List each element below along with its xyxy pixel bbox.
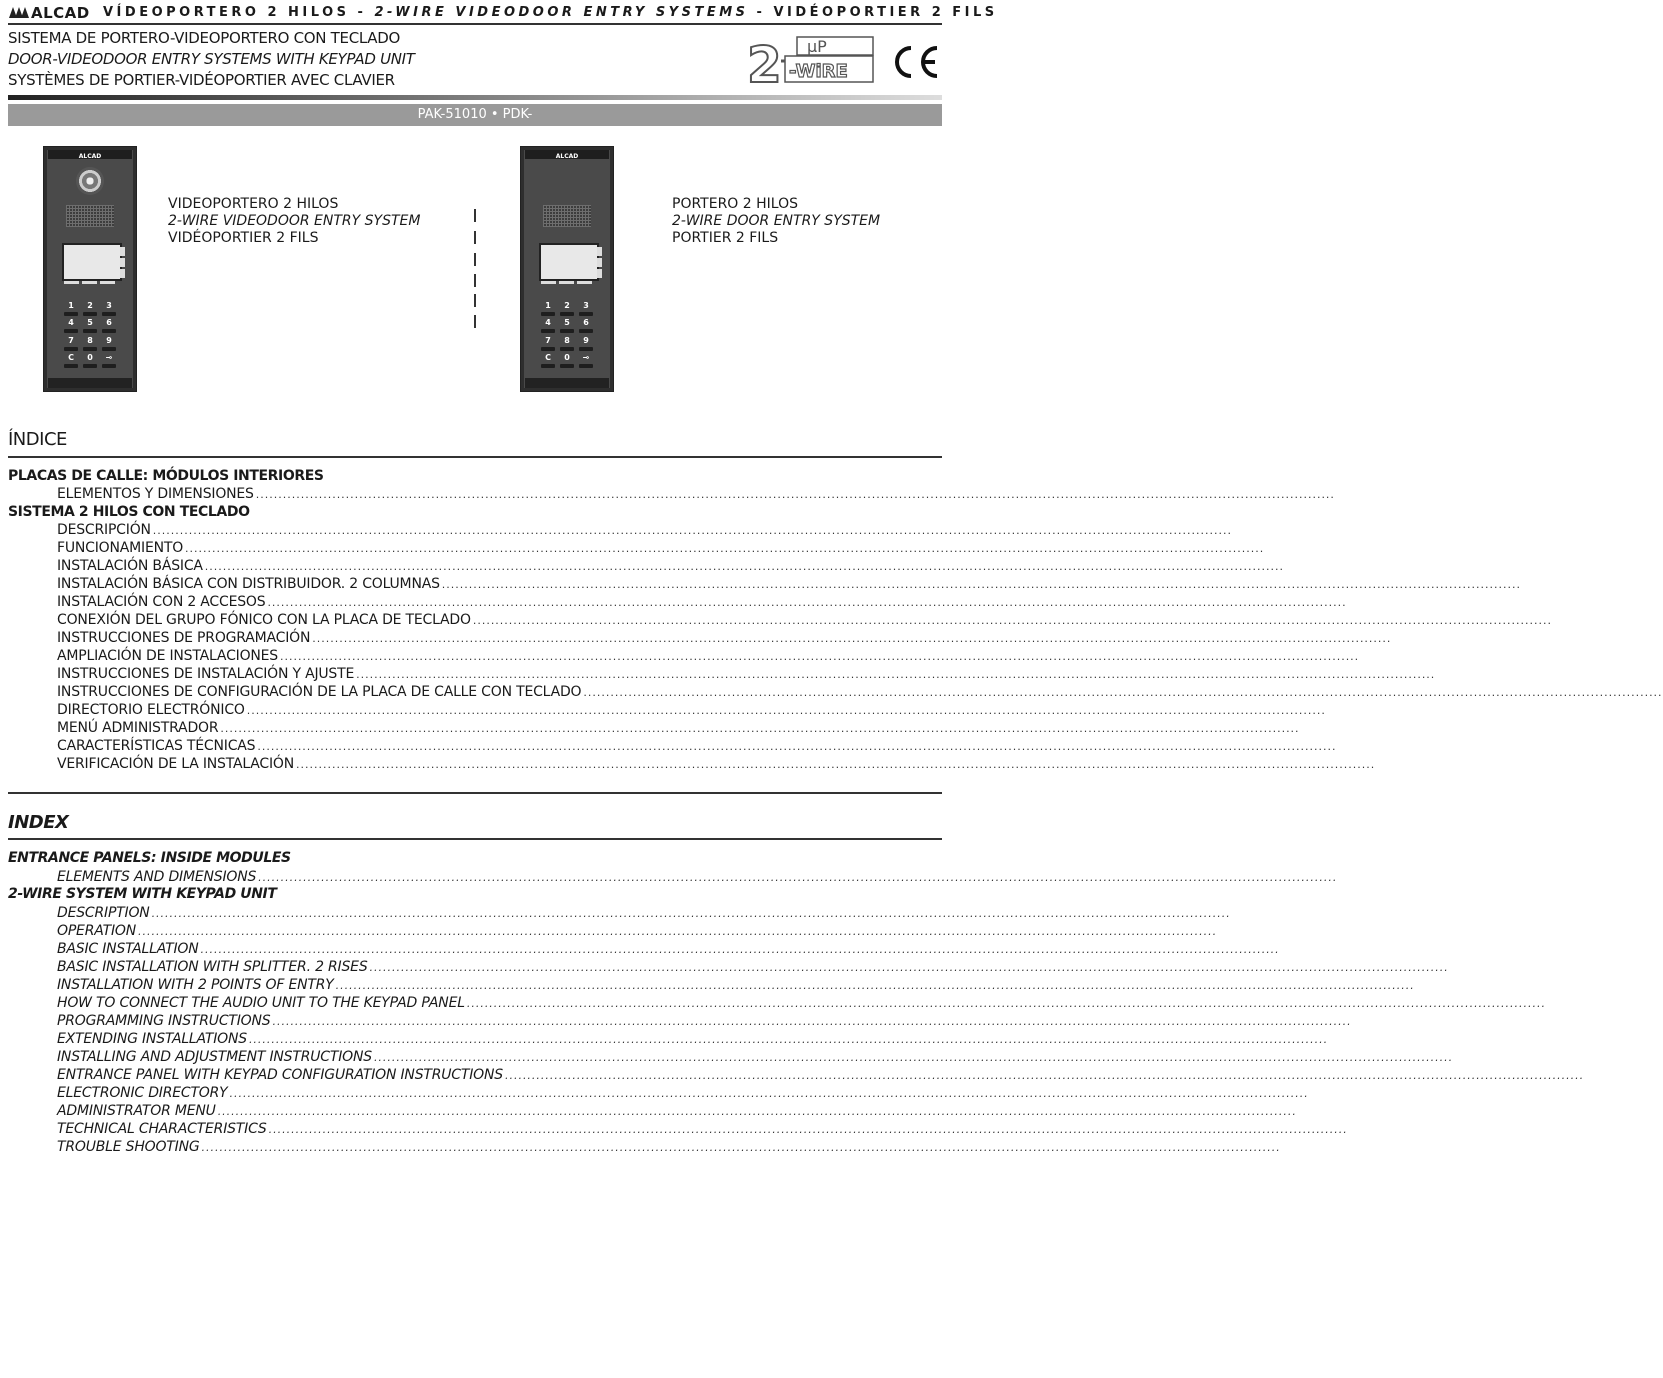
toc-dot-leader (505, 1067, 1584, 1085)
toc-entry-label: OPERATION (57, 923, 136, 939)
toc-dot-leader (280, 648, 1359, 666)
toc-entry[interactable] (57, 868, 933, 886)
toc-entry[interactable] (57, 683, 924, 701)
toc-entry[interactable] (57, 922, 933, 940)
divider-dash (474, 253, 476, 266)
keypad-key: 6 (577, 318, 595, 333)
toc-dot-leader (152, 905, 1231, 923)
panel-soft-key (64, 281, 79, 284)
speaker-grille-icon (543, 205, 591, 227)
toc-entry[interactable] (57, 647, 924, 665)
videodoor-panel-image (43, 146, 137, 392)
panel-soft-key (82, 281, 97, 284)
keypad-key: ⊸ (100, 353, 118, 368)
videodoor-panel-caption (168, 196, 420, 247)
two-wire-logo-icon (745, 34, 877, 94)
panel-side-button (597, 269, 602, 278)
toc-dot-leader (138, 923, 1217, 941)
title-fr: VIDÉOPORTIER 2 FILS (773, 5, 998, 20)
toc-entry-label: INSTALLATION WITH 2 POINTS OF ENTRY (57, 977, 334, 993)
toc-entry-label: DESCRIPTION (57, 905, 150, 921)
toc-dot-leader (467, 995, 1546, 1013)
toc-entry-label: TROUBLE SHOOTING (57, 1139, 200, 1155)
toc-entry[interactable] (57, 1084, 924, 1102)
keypad-key: 4 (539, 318, 557, 333)
toc-entry-label: INSTRUCCIONES DE INSTALACIÓN Y AJUSTE (57, 666, 355, 682)
keypad-key: 8 (558, 336, 576, 351)
toc-entry-label: BASIC INSTALLATION (57, 941, 199, 957)
caption-en: 2-WIRE VIDEODOOR ENTRY SYSTEM (168, 213, 421, 229)
door-panel-caption (672, 196, 880, 247)
toc-entry-label: BASIC INSTALLATION WITH SPLITTER. 2 RISES (57, 959, 368, 975)
toc-entry[interactable] (57, 611, 924, 629)
divider-dash (474, 294, 476, 307)
keypad-key: C (62, 353, 80, 368)
header-rule (8, 23, 942, 25)
keypad-key: 0 (558, 353, 576, 368)
toc-entry-label: ENTRANCE PANEL WITH KEYPAD CONFIGURATION INSTRUCTIONS (57, 1067, 503, 1083)
toc-entry[interactable] (57, 1120, 924, 1138)
panel-bottom-strip (48, 378, 132, 388)
toc-entry-label: ELECTRONIC DIRECTORY (57, 1085, 228, 1101)
toc-entry-label: INSTRUCCIONES DE PROGRAMACIÓN (57, 630, 311, 646)
index-title-en: INDEX (8, 812, 69, 833)
toc-entry[interactable] (57, 575, 933, 593)
toc-dot-leader (201, 941, 1280, 959)
keypad-key: ⊸ (577, 353, 595, 368)
keypad-key: 9 (577, 336, 595, 351)
toc-dot-leader (473, 612, 1552, 630)
toc-entry[interactable] (57, 629, 924, 647)
keypad-key: C (539, 353, 557, 368)
keypad-key: 3 (577, 301, 595, 316)
toc-entry[interactable] (57, 904, 933, 922)
toc-entry[interactable] (57, 1048, 924, 1066)
toc-entry-label: MENÚ ADMINISTRADOR (57, 720, 219, 736)
toc-entry[interactable] (57, 1138, 924, 1156)
keypad-key: 4 (62, 318, 80, 333)
toc-group-heading: ENTRANCE PANELS: INSIDE MODULES (8, 850, 291, 866)
toc-entry-label: INSTALACIÓN CON 2 ACCESOS (57, 594, 266, 610)
panel-side-button (597, 247, 602, 256)
model-bar: PAK-51010 • PDK- (8, 104, 942, 126)
keypad-key: 9 (100, 336, 118, 351)
toc-dot-leader (356, 666, 1435, 684)
toc-entry[interactable] (57, 485, 933, 503)
subtitle-es: SISTEMA DE PORTERO-VIDEOPORTERO CON TECLADO (8, 29, 401, 47)
svg-text:-WiRE: -WiRE (789, 61, 848, 82)
divider-dash (474, 315, 476, 328)
toc-entry-label: DESCRIPCIÓN (57, 522, 151, 538)
caption-es: VIDEOPORTERO 2 HILOS (168, 196, 339, 212)
toc-dot-leader (185, 540, 1264, 558)
divider-dash (474, 274, 476, 287)
toc-dot-leader (336, 977, 1415, 995)
toc-dot-leader (370, 959, 1449, 977)
toc-dot-leader (247, 702, 1326, 720)
toc-group-heading: 2-WIRE SYSTEM WITH KEYPAD UNIT (8, 886, 277, 902)
panel-side-button (597, 258, 602, 267)
camera-icon (76, 167, 104, 195)
toc-dot-leader (267, 594, 1346, 612)
panel-brand-label: ALCAD (78, 153, 102, 160)
toc-entry-label: HOW TO CONNECT THE AUDIO UNIT TO THE KEYPAD PANEL (57, 995, 465, 1011)
toc-entry-label: ELEMENTS AND DIMENSIONS (57, 869, 257, 885)
panel-soft-key (559, 281, 574, 284)
toc-entry-label: INSTALACIÓN BÁSICA CON DISTRIBUIDOR. 2 COLUMNAS (57, 576, 440, 592)
keypad-key: 7 (539, 336, 557, 351)
panel-display (539, 243, 599, 281)
toc-dot-leader (374, 1049, 1453, 1067)
toc-dot-leader (218, 1103, 1297, 1121)
toc-group-heading: PLACAS DE CALLE: MÓDULOS INTERIORES (8, 468, 324, 484)
toc-entry-label: ELEMENTOS Y DIMENSIONES (57, 486, 254, 502)
keypad-key: 2 (81, 301, 99, 316)
toc-entry[interactable] (57, 737, 924, 755)
toc-entry[interactable] (57, 593, 924, 611)
toc-entry[interactable] (57, 665, 924, 683)
keypad-key: 6 (100, 318, 118, 333)
keypad-key: 0 (81, 353, 99, 368)
brand-name: ALCAD (31, 4, 90, 22)
subtitle-fr: SYSTÈMES DE PORTIER-VIDÉOPORTIER AVEC CLAVIER (8, 71, 395, 89)
toc-dot-leader (257, 738, 1336, 756)
title-en: 2-WIRE VIDEODOOR ENTRY SYSTEMS (374, 5, 749, 20)
ce-mark-icon (889, 42, 941, 82)
toc-dot-leader (249, 1031, 1328, 1049)
toc-dot-leader (256, 486, 1335, 504)
document-title (103, 5, 998, 20)
panel-side-button (120, 247, 125, 256)
index-title-es: ÍNDICE (8, 429, 67, 450)
toc-entry-label: PROGRAMMING INSTRUCTIONS (57, 1013, 271, 1029)
toc-entry-label: VERIFICACIÓN DE LA INSTALACIÓN (57, 756, 295, 772)
panel-soft-key (541, 281, 556, 284)
panel-bottom-strip (525, 378, 609, 388)
toc-entry-label: EXTENDING INSTALLATIONS (57, 1031, 247, 1047)
toc-entry[interactable] (57, 940, 933, 958)
keypad-key: 2 (558, 301, 576, 316)
panel-brand-label: ALCAD (555, 153, 579, 160)
toc-dot-leader (583, 684, 1662, 702)
toc-entry[interactable] (57, 1012, 924, 1030)
toc-entry[interactable] (57, 1066, 924, 1084)
speaker-grille-icon (66, 205, 114, 227)
caption-es: PORTERO 2 HILOS (672, 196, 798, 212)
toc-dot-leader (202, 1139, 1281, 1157)
toc-dot-leader (442, 576, 1521, 594)
toc-entry-label: CARACTERÍSTICAS TÉCNICAS (57, 738, 256, 754)
toc-entry-label: INSTALLING AND ADJUSTMENT INSTRUCTIONS (57, 1049, 372, 1065)
section-rule (8, 456, 942, 458)
toc-entry-label: ADMINISTRATOR MENU (57, 1103, 216, 1119)
section-rule (8, 838, 942, 840)
keypad-key: 7 (62, 336, 80, 351)
section-rule (8, 792, 942, 794)
toc-entry-label: AMPLIACIÓN DE INSTALACIONES (57, 648, 278, 664)
toc-dot-leader (230, 1085, 1309, 1103)
keypad-key: 1 (62, 301, 80, 316)
toc-entry[interactable] (57, 755, 924, 773)
toc-dot-leader (296, 756, 1375, 774)
title-sep-2: - (748, 5, 774, 20)
toc-dot-leader (220, 720, 1299, 738)
caption-fr: PORTIER 2 FILS (672, 230, 779, 246)
toc-dot-leader (269, 1121, 1348, 1139)
title-es: VÍDEOPORTERO 2 HILOS (103, 5, 350, 20)
caption-fr: VIDÉOPORTIER 2 FILS (168, 230, 319, 246)
divider-dash (474, 209, 476, 222)
toc-entry[interactable] (57, 958, 933, 976)
door-panel-image (520, 146, 614, 392)
keypad-key: 8 (81, 336, 99, 351)
divider-dash (474, 231, 476, 244)
toc-entry-label: FUNCIONAMIENTO (57, 540, 184, 556)
toc-entry-label: CONEXIÓN DEL GRUPO FÓNICO CON LA PLACA DE TECLADO (57, 612, 471, 628)
title-sep-1: - (349, 5, 375, 20)
toc-entry[interactable] (57, 521, 933, 539)
panel-side-button (120, 269, 125, 278)
toc-entry[interactable] (57, 1102, 924, 1120)
toc-entry[interactable] (57, 557, 933, 575)
toc-dot-leader (312, 630, 1391, 648)
panel-display (62, 243, 122, 281)
caption-en: 2-WIRE DOOR ENTRY SYSTEM (672, 213, 881, 229)
toc-entry[interactable] (57, 994, 924, 1012)
toc-entry-label: INSTALACIÓN BÁSICA (57, 558, 203, 574)
toc-entry-label: DIRECTORIO ELECTRÓNICO (57, 702, 245, 718)
toc-dot-leader (153, 522, 1232, 540)
toc-entry-label: INSTRUCCIONES DE CONFIGURACIÓN DE LA PLACA DE CALLE CON TECLADO (57, 684, 582, 700)
toc-entry-label: TECHNICAL CHARACTERISTICS (57, 1121, 267, 1137)
alcad-logo-icon (9, 7, 29, 18)
panel-side-button (120, 258, 125, 267)
toc-dot-leader (272, 1013, 1351, 1031)
subtitle-rule (8, 95, 942, 100)
toc-entry[interactable] (57, 701, 924, 719)
keypad-key: 3 (100, 301, 118, 316)
toc-dot-leader (205, 558, 1284, 576)
toc-entry[interactable] (57, 719, 924, 737)
brand-logo (9, 4, 90, 22)
svg-text:µP: µP (807, 37, 827, 56)
panel-soft-key (577, 281, 592, 284)
keypad-key: 5 (81, 318, 99, 333)
toc-dot-leader (258, 869, 1337, 887)
keypad-key: 5 (558, 318, 576, 333)
subtitle-en: DOOR-VIDEODOOR ENTRY SYSTEMS WITH KEYPAD UNIT (8, 50, 415, 68)
panel-soft-key (100, 281, 115, 284)
toc-entry[interactable] (57, 1030, 924, 1048)
toc-group-heading: SISTEMA 2 HILOS CON TECLADO (8, 504, 250, 520)
toc-entry[interactable] (57, 539, 933, 557)
svg-text:2: 2 (747, 36, 782, 94)
keypad-key: 1 (539, 301, 557, 316)
toc-entry[interactable] (57, 976, 924, 994)
